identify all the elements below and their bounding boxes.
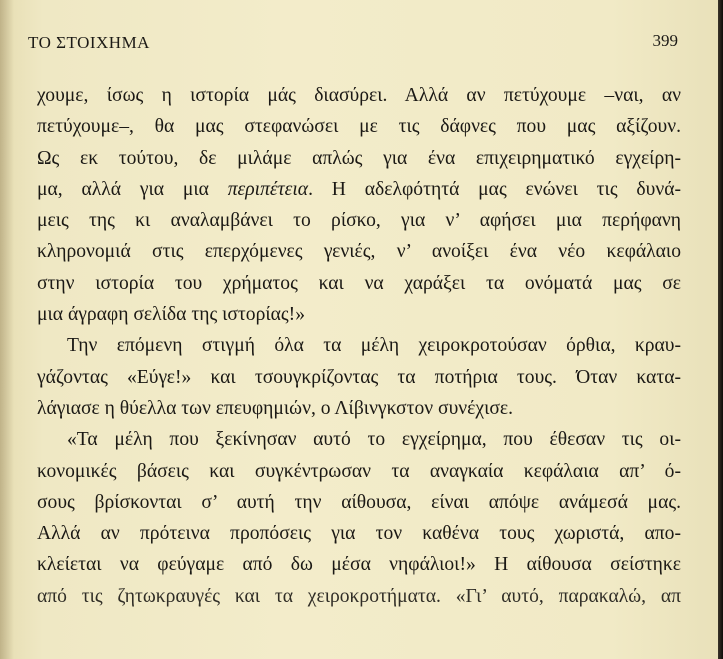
text-line (37, 174, 681, 205)
text-line: Την επόμενη στιγμή όλα τα μέλη χειροκροτούσαν όρθια, κραυ- (67, 335, 681, 357)
text-line: Αλλά αν πρότεινα προπόσεις για τον καθένα τους χωριστά, απο- (37, 523, 681, 545)
text-line: στην ιστορία του χρήματος και να χαράξει τα ονόματά μας σε (37, 272, 681, 294)
text-line: «Τα μέλη που ξεκίνησαν αυτό το εγχείρημα, που έθεσαν τις οι- (67, 429, 681, 451)
body-text (37, 80, 681, 612)
text-line: μια άγραφη σελίδα της ιστορίας!» (37, 304, 305, 326)
text-line: μεις της κι αναλαμβάνει το ρίσκο, για ν’ αφήσει μια περήφανη (37, 210, 681, 232)
page-edge-shadow (718, 0, 723, 659)
text-line: πετύχουμε–, θα μας στεφανώσει με τις δάφνες που μας αξίζουν. (37, 116, 681, 138)
text-line: κληρονομιά στις επερχόμενες γενιές, ν’ ανοίξει ένα νέο κεφάλαιο (37, 241, 681, 263)
running-head: ΤΟ ΣΤΟΙΧΗΜΑ (28, 33, 150, 52)
text-line-cut-off: από τις ζητωκραυγές και τα χειροκροτήματα. «Γι’ αυτό, παρακαλώ, απ (37, 585, 681, 607)
text-line: κλείεται να φεύγαμε από δω μέσα νηφάλιοι!» Η αίθουσα σείστηκε (37, 554, 681, 576)
text-line: κονομικές βάσεις και συγκέντρωσαν τα αναγκαία κεφάλαια απ’ ό- (37, 460, 681, 482)
text-line: χουμε, ίσως η ιστορία μάς διασύρει. Αλλά αν πετύχουμε –ναι, αν (37, 85, 681, 106)
text-line: Ως εκ τούτου, δε μιλάμε απλώς για ένα επιχειρηματικό εγχείρη- (37, 147, 681, 169)
text-line: γάζοντας «Εύγε!» και τσουγκρίζοντας τα ποτήρια τους. Όταν κατα- (37, 366, 681, 388)
text-line-part: . Η αδελφότητά μας ενώνει τις δυνά- (308, 178, 681, 200)
text-line-part: μα, αλλά για μια (37, 178, 228, 200)
text-line: σους βρίσκονται σ’ αυτή την αίθουσα, είναι απόψε ανάμεσά μας. (37, 491, 681, 513)
text-line: λάγιασε η θύελλα των επευφημιών, ο Λίβινγκστον συνέχισε. (37, 397, 514, 419)
page-number: 399 (652, 31, 678, 50)
italic-word: περιπέτεια (227, 178, 309, 200)
